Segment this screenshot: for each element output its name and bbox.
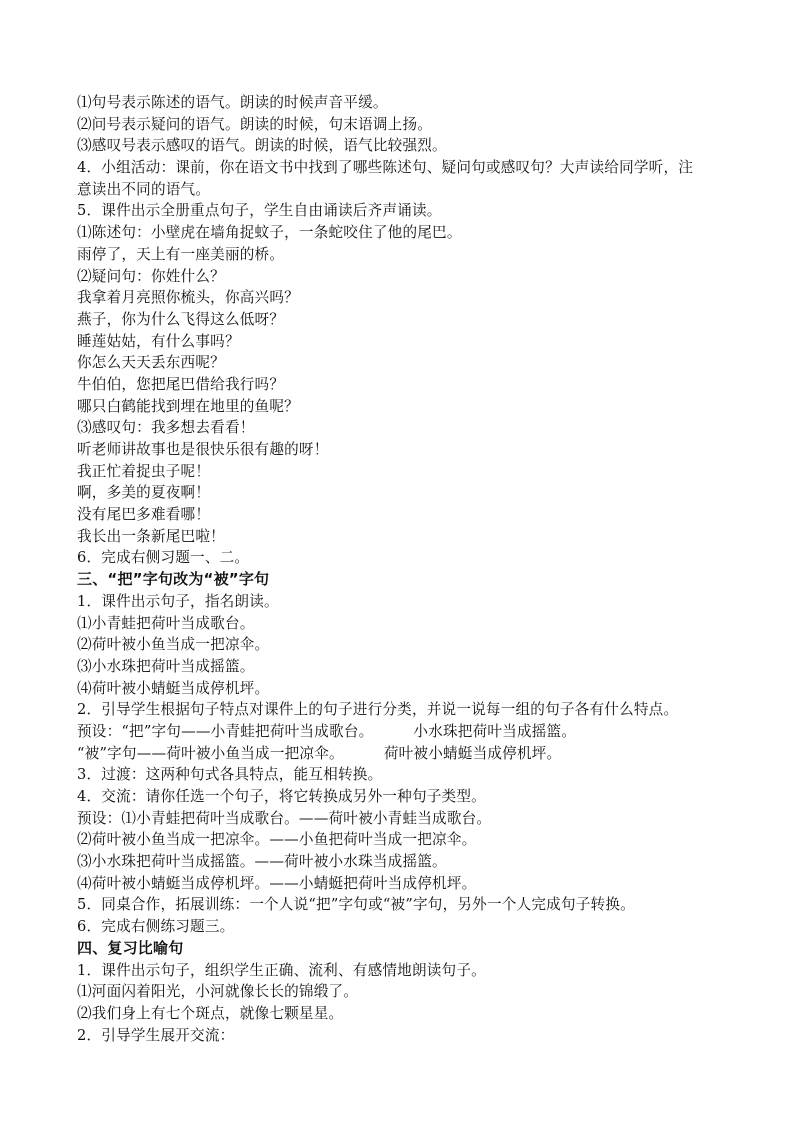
- text-line: 预设：⑴小青蛙把荷叶当成歌台。——荷叶被小青蛙当成歌台。: [77, 809, 492, 827]
- text-line: 啊，多美的夏夜啊！: [77, 484, 211, 502]
- text-line-part: 小水珠把荷叶当成摇篮。: [413, 722, 577, 740]
- text-line: 你怎么天天丢东西呢？: [77, 354, 225, 372]
- document-body: [77, 92, 727, 1046]
- text-line: 4．小组活动：课前，你在语文书中找到了哪些陈述句、疑问句或感叹句？大声读给同学听，注: [77, 159, 694, 177]
- text-line: 牛伯伯，您把尾巴借给我行吗？: [77, 375, 285, 393]
- text-line: ⑴陈述句：小壁虎在墙角捉蚊子，一条蛇咬住了他的尾巴。: [77, 224, 462, 242]
- text-line: 我长出一条新尾巴啦！: [77, 527, 225, 545]
- text-line: ⑵疑问句：你姓什么？: [77, 267, 225, 285]
- text-line: 意读出不同的语气。: [77, 180, 211, 198]
- text-line: 燕子，你为什么飞得这么低呀？: [77, 310, 285, 328]
- text-line: 4．交流：请你任选一个句子，将它转换成另外一种句子类型。: [77, 788, 486, 805]
- text-line: 1．课件出示句子，组织学生正确、流利、有感情地朗读句子。: [77, 961, 486, 979]
- text-line: 6．完成右侧习题一、二。: [77, 549, 250, 567]
- text-line: ⑴河面闪着阳光，小河就像长长的锦缎了。: [77, 983, 359, 1001]
- text-line: 5．课件出示全册重点句子，学生自由诵读后齐声诵读。: [77, 202, 442, 220]
- text-line: 1．课件出示句子，指名朗读。: [77, 592, 279, 610]
- text-line: ⑵我们身上有七个斑点，就像七颗星星。: [77, 1004, 344, 1022]
- text-line: [77, 721, 727, 743]
- text-line-part: 荷叶被小蜻蜓当成停机坪。: [383, 744, 562, 762]
- text-line: 听老师讲故事也是很快乐很有趣的呀！: [77, 441, 329, 458]
- text-line: ⑶小水珠把荷叶当成摇篮。——荷叶被小水珠当成摇篮。: [77, 853, 447, 871]
- section-heading: 四、复习比喻句: [77, 938, 184, 957]
- text-line: 我拿着月亮照你梳头，你高兴吗？: [77, 289, 299, 307]
- text-line: 哪只白鹤能找到埋在地里的鱼呢？: [77, 397, 299, 415]
- text-line: 2．引导学生展开交流：: [77, 1026, 235, 1044]
- text-line: 2．引导学生根据句子特点对课件上的句子进行分类，并说一说每一组的句子各有什么特点。: [77, 701, 679, 719]
- text-line: 雨停了，天上有一座美丽的桥。: [77, 245, 285, 263]
- text-line: 3．过渡：这两种句式各具特点，能互相转换。: [77, 766, 383, 784]
- text-line: ⑶小水珠把荷叶当成摇篮。: [77, 657, 255, 675]
- text-line: 5．同桌合作，拓展训练：一个人说“把”字句或“被”字句，另外一个人完成句子转换。: [77, 896, 635, 914]
- text-line-part: 预设：“把”字句——小青蛙把荷叶当成歌台。: [77, 722, 374, 740]
- text-line: ⑷荷叶被小蜻蜓当成停机坪。——小蜻蜓把荷叶当成停机坪。: [77, 874, 477, 892]
- text-line: 我正忙着捉虫子呢！: [77, 462, 211, 480]
- text-line: 没有尾巴多难看哪！: [77, 506, 211, 524]
- text-line: ⑵问号表示疑问的语气。朗读的时候，句末语调上扬。: [77, 115, 433, 133]
- text-line: ⑷荷叶被小蜻蜓当成停机坪。: [77, 679, 270, 697]
- section-heading: 三、“把”字句改为“被”字句: [77, 570, 270, 589]
- text-line: ⑵荷叶被小鱼当成一把凉伞。——小鱼把荷叶当成一把凉伞。: [77, 831, 477, 849]
- text-line: [77, 743, 727, 765]
- text-line: ⑵荷叶被小鱼当成一把凉伞。: [77, 636, 270, 654]
- text-line: ⑶感叹号表示感叹的语气。朗读的时候，语气比较强烈。: [77, 137, 447, 155]
- text-line-part: “被”字句——荷叶被小鱼当成一把凉伞。: [77, 744, 344, 762]
- text-line: ⑴句号表示陈述的语气。朗读的时候声音平缓。: [77, 94, 388, 111]
- text-line: ⑶感叹句：我多想去看看！: [77, 419, 255, 437]
- text-line: 6．完成右侧练习题三。: [77, 918, 235, 936]
- text-line: ⑴小青蛙把荷叶当成歌台。: [77, 614, 255, 632]
- text-line: 睡莲姑姑，有什么事吗？: [77, 332, 240, 350]
